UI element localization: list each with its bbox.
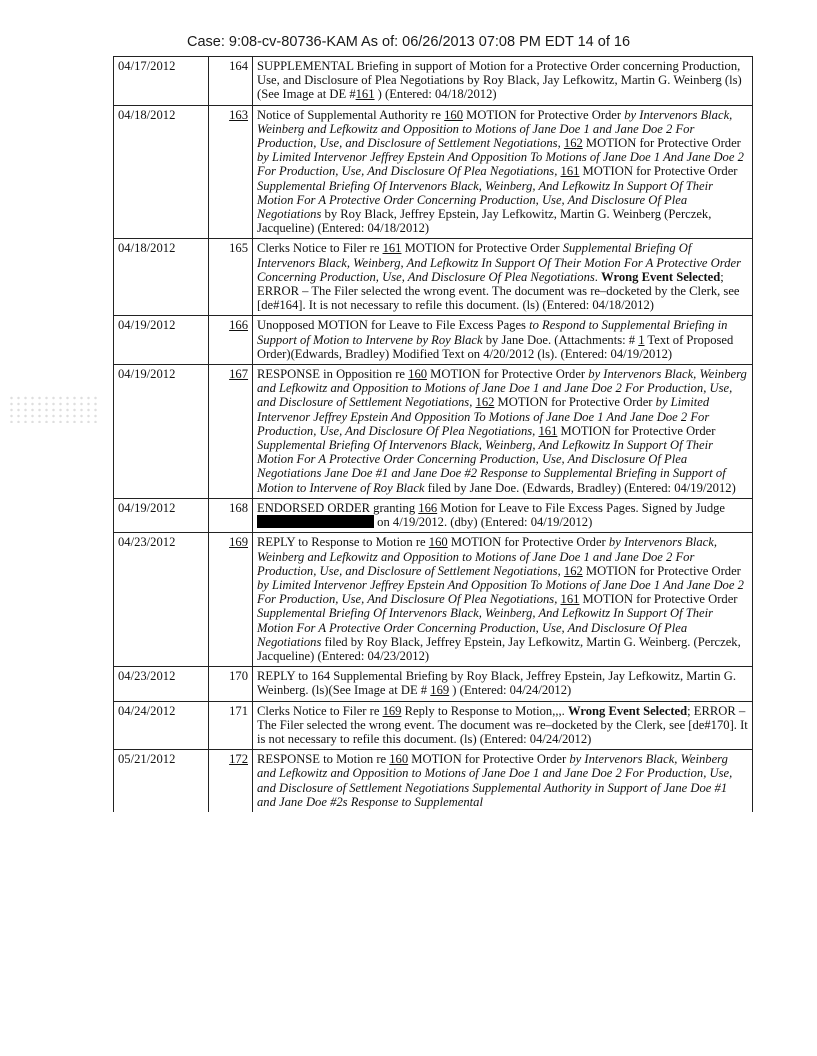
entry-text-segment: SUPPLEMENTAL Briefing in support of Motion for a Protective Order concerning Production, Use, and Disclosure of Plea Negotiations by Roy Black, Jay Lefkowitz, Martin G. Weinberg (ls)(See Image at DE # xyxy=(257,59,742,102)
entry-text-segment: Clerks Notice to Filer re xyxy=(257,241,383,256)
entry-number-link[interactable]: 163 xyxy=(229,107,248,122)
docket-row xyxy=(114,105,753,239)
entry-text xyxy=(253,316,753,365)
entry-bold-text: Wrong Event Selected xyxy=(567,703,688,718)
docket-reference-link[interactable]: 161 xyxy=(560,592,580,607)
entry-text-segment: REPLY to Response to Motion re xyxy=(257,535,429,550)
entry-text-segment: MOTION for Protective Order xyxy=(582,563,741,578)
entry-text-segment: MOTION for Protective Order xyxy=(427,367,589,382)
entry-text-segment: ENDORSED ORDER granting xyxy=(257,500,419,515)
docket-row xyxy=(114,533,753,667)
entry-number: 164 xyxy=(209,57,253,106)
entry-number: 165 xyxy=(209,239,253,316)
entry-text-segment: Notice of Supplemental Authority re xyxy=(257,107,445,122)
entry-italic-text: by Intervenors Black, Weinberg and Lefkowitz and Opposition to Motions of Jane Doe 1 and Jane Doe 2 For Production, Use, and Disclosure of Settlement Negotiations, xyxy=(257,535,717,578)
entry-date: 04/18/2012 xyxy=(114,239,209,316)
docket-reference-link[interactable]: 160 xyxy=(408,367,428,382)
entry-number: 168 xyxy=(209,498,253,532)
docket-reference-link[interactable]: 160 xyxy=(389,752,409,767)
page-header: Case: 9:08-cv-80736-KAM As of: 06/26/2013 07:08 PM EDT 14 of 16 xyxy=(186,34,631,50)
entry-date: 04/24/2012 xyxy=(114,701,209,750)
entry-italic-text: Supplemental Briefing Of Intervenors Black, Weinberg, And Lefkowitz In Support Of Their Motion For A Protective Order Concerning Production, Use, And Disclosure Of Plea Negotiations xyxy=(257,241,741,284)
entry-text xyxy=(253,105,753,239)
docket-row xyxy=(114,667,753,701)
entry-text-segment: RESPONSE to Motion re xyxy=(257,752,390,767)
docket-reference-link[interactable]: 161 xyxy=(560,164,580,179)
entry-text xyxy=(253,365,753,499)
entry-text xyxy=(253,533,753,667)
entry-number-cell xyxy=(209,533,253,667)
entry-number-cell xyxy=(209,316,253,365)
entry-italic-text: by Limited Intervenor Jeffrey Epstein And Opposition To Motions of Jane Doe 1 And Jane Doe 2 For Production, Use, And Disclosure Of Plea Negotiations, xyxy=(257,150,744,179)
docket-reference-link[interactable]: 1 xyxy=(638,332,645,347)
entry-number-link[interactable]: 169 xyxy=(229,535,248,550)
entry-text-segment: . xyxy=(594,269,602,284)
entry-date: 04/23/2012 xyxy=(114,667,209,701)
entry-number-link[interactable]: 167 xyxy=(229,367,248,382)
entry-date: 04/19/2012 xyxy=(114,498,209,532)
entry-italic-text: Supplemental Briefing Of Intervenors Black, Weinberg, And Lefkowitz In Support Of Their Motion For A Protective Order Concerning Production, Use, And Disclosure Of Plea Negotiations xyxy=(257,606,714,649)
entry-italic-text: Supplemental Briefing Of Intervenors Black, Weinberg, And Lefkowitz In Support Of Their Motion For A Protective Order Concerning Production, Use, And Disclosure Of Plea Negotiations xyxy=(257,178,714,222)
scan-artifact xyxy=(8,395,98,423)
entry-date: 04/23/2012 xyxy=(114,533,209,667)
docket-reference-link[interactable]: 162 xyxy=(563,563,583,578)
docket-reference-link[interactable]: 160 xyxy=(444,107,464,122)
entry-text-segment: filed by Roy Black, Jeffrey Epstein, Jay Lefkowitz, Martin G. Weinberg. (Perczek, Jacqueline) (Entered: 04/23/2012) xyxy=(257,634,741,663)
docket-row xyxy=(114,701,753,750)
entry-text-segment: by Jane Doe. (Attachments: # xyxy=(482,332,639,347)
entry-date: 05/21/2012 xyxy=(114,750,209,812)
entry-text-segment: MOTION for Protective Order xyxy=(579,164,738,179)
entry-italic-text: Supplemental Briefing Of Intervenors Black, Weinberg, And Lefkowitz In Support Of Their Motion For A Protective Order Concerning Production, Use, And Disclosure Of Plea Negotiations Jane Doe #1 and Jane Doe #2 Response to Supplemental Briefing in Support of Motion to Intervene of Roy Black xyxy=(257,438,726,495)
entry-text-segment: MOTION for Protective Order xyxy=(582,136,741,151)
entry-text-segment: Text of Proposed Order)(Edwards, Bradley) Modified Text on 4/20/2012 (ls). (Entered: 04/19/2012) xyxy=(257,332,734,361)
entry-text xyxy=(253,498,753,532)
docket-reference-link[interactable]: 169 xyxy=(430,683,450,698)
entry-italic-text: by Limited Intervenor Jeffrey Epstein And Opposition To Motions of Jane Doe 1 And Jane Doe 2 For Production, Use, And Disclosure Of Plea Negotiations, xyxy=(257,395,710,438)
docket-reference-link[interactable]: 169 xyxy=(382,703,402,718)
entry-date: 04/17/2012 xyxy=(114,57,209,106)
redaction-block xyxy=(257,515,374,528)
docket-reference-link[interactable]: 161 xyxy=(538,423,558,438)
docket-row xyxy=(114,316,753,365)
entry-text-segment: MOTION for Protective Order xyxy=(557,423,716,438)
entry-number: 170 xyxy=(209,667,253,701)
docket-reference-link[interactable]: 162 xyxy=(563,136,583,151)
entry-text-segment: MOTION for Protective Order xyxy=(579,592,738,607)
entry-text-segment: ) (Entered: 04/18/2012) xyxy=(374,87,497,102)
docket-reference-link[interactable]: 162 xyxy=(475,395,495,410)
entry-number-cell xyxy=(209,750,253,812)
entry-number-cell xyxy=(209,365,253,499)
entry-number-cell xyxy=(209,105,253,239)
entry-text-segment: ) (Entered: 04/24/2012) xyxy=(449,683,572,698)
docket-body xyxy=(114,57,753,812)
entry-text-segment: MOTION for Protective Order xyxy=(408,752,570,767)
entry-text-segment: filed by Jane Doe. (Edwards, Bradley) (Entered: 04/19/2012) xyxy=(424,480,736,495)
entry-text xyxy=(253,701,753,750)
entry-text-segment: REPLY to 164 Supplemental Briefing by Roy Black, Jeffrey Epstein, Jay Lefkowitz, Martin G. Weinberg. (ls)(See Image at DE # xyxy=(257,669,736,698)
entry-text-segment: RESPONSE in Opposition re xyxy=(257,367,409,382)
entry-text-segment: Clerks Notice to Filer re xyxy=(257,703,383,718)
entry-text-segment: ; ERROR – The Filer selected the wrong event. The document was re–docketed by the Clerk, see [de#164]. It is not necessary to refile this document. (ls) (Entered: 04/18/2012) xyxy=(257,269,740,313)
entry-bold-text: Wrong Event Selected xyxy=(601,269,721,284)
entry-text-segment: by Roy Black, Jeffrey Epstein, Jay Lefkowitz, Martin G. Weinberg (Perczek, Jacqueline) (Entered: 04/18/2012) xyxy=(257,207,712,236)
entry-text xyxy=(253,750,753,812)
entry-text-segment: Motion for Leave to File Excess Pages. Signed by Judge xyxy=(437,500,726,515)
entry-italic-text: by Limited Intervenor Jeffrey Epstein And Opposition To Motions of Jane Doe 1 And Jane Doe 2 For Production, Use, And Disclosure Of Plea Negotiations, xyxy=(257,577,744,607)
entry-text-segment: Unopposed MOTION for Leave to File Excess Pages xyxy=(257,318,530,333)
docket-table xyxy=(113,56,753,812)
entry-italic-text: to Respond to Supplemental Briefing in Support of Motion to Intervene by Roy Black xyxy=(257,318,728,347)
entry-text xyxy=(253,57,753,106)
entry-italic-text: by Intervenors Black, Weinberg and Lefkowitz and Opposition to Motions of Jane Doe 1 and Jane Doe 2 For Production, Use, and Disclosure of Settlement Negotiations, xyxy=(257,367,747,410)
docket-row xyxy=(114,750,753,812)
entry-italic-text: by Intervenors Black, Weinberg and Lefkowitz and Opposition to Motions of Jane Doe 1 and Jane Doe 2 For Production, Use, and Disclosure of Settlement Negotiations, xyxy=(257,107,733,151)
docket-row xyxy=(114,365,753,499)
docket-reference-link[interactable]: 161 xyxy=(355,87,375,102)
docket-reference-link[interactable]: 160 xyxy=(428,535,448,550)
entry-text-segment: Reply to Response to Motion,,,. xyxy=(401,703,568,718)
entry-text-segment: MOTION for Protective Order xyxy=(401,241,563,256)
docket-reference-link[interactable]: 161 xyxy=(382,241,402,256)
entry-text-segment: MOTION for Protective Order xyxy=(494,395,656,410)
entry-date: 04/19/2012 xyxy=(114,316,209,365)
docket-row xyxy=(114,498,753,532)
entry-number: 171 xyxy=(209,701,253,750)
entry-date: 04/18/2012 xyxy=(114,105,209,239)
entry-text-segment: MOTION for Protective Order xyxy=(447,535,609,550)
entry-text xyxy=(253,667,753,701)
entry-number-link[interactable]: 166 xyxy=(229,318,248,333)
entry-italic-text: by Intervenors Black, Weinberg and Lefkowitz and Opposition to Motions of Jane Doe 1 and Jane Doe 2 For Production, Use, and Disclosure of Settlement Negotiations Supplemental Authority in Support of Jane Doe #1 and Jane Doe #2s Response to Supplemental xyxy=(257,752,733,809)
entry-number-link[interactable]: 172 xyxy=(229,752,248,767)
docket-reference-link[interactable]: 166 xyxy=(418,500,438,515)
docket-row xyxy=(114,239,753,316)
entry-text-segment: ; ERROR – The Filer selected the wrong event. The document was re–docketed by the Clerk, see [de#170]. It is not necessary to refile this document. (ls) (Entered: 04/24/2012) xyxy=(257,703,748,746)
entry-text-segment: MOTION for Protective Order xyxy=(463,107,625,122)
entry-text xyxy=(253,239,753,316)
docket-row xyxy=(114,57,753,106)
entry-text-segment: on 4/19/2012. (dby) (Entered: 04/19/2012) xyxy=(374,515,593,530)
entry-date: 04/19/2012 xyxy=(114,365,209,499)
